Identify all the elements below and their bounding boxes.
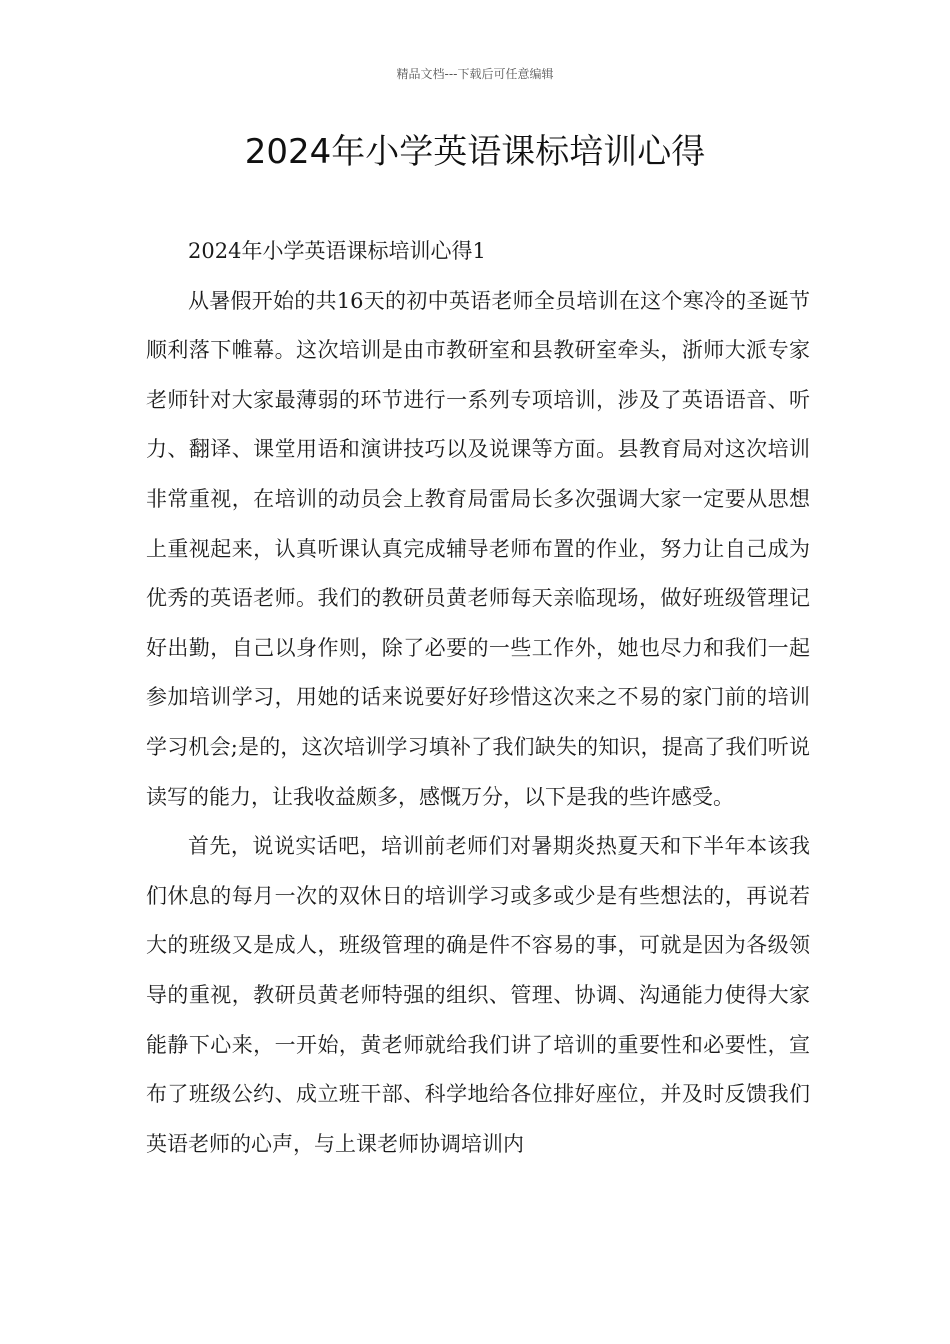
document-subtitle: 2024年小学英语课标培训心得1 (188, 239, 486, 263)
document-title: 2024年小学英语课标培训心得 (244, 132, 706, 172)
paragraph-1: 从暑假开始的共16天的初中英语老师全员培训在这个寒冷的圣诞节顺利落下帷幕。这次培训是由市教研室和县教研室牵头，浙师大派专家老师针对大家最薄弱的环节进行一系列专项培训，涉及了英语语音、听力、翻译、课堂用语和演讲技巧以及说课等方面。县教育局对这次培训非常重视，在培训的动员会上教育局雷局长多次强调大家一定要从思想上重视起来，认真听课认真完成辅导老师布置的作业，努力让自己成为优秀的英语老师。我们的教研员黄老师每天亲临现场，做好班级管理记好出勤，自己以身作则，除了必要的一些工作外，她也尽力和我们一起参加培训学习，用她的话来说要好好珍惜这次来之不易的家门前的培训学习机会;是的，这次培训学习填补了我们缺失的知识，提高了我们听说读写的能力，让我收益颇多，感慨万分，以下是我的些许感受。 (146, 288, 810, 809)
header-note: 精品文档---下载后可任意编辑 (396, 67, 554, 81)
paragraph-2: 首先，说说实话吧，培训前老师们对暑期炎热夏天和下半年本该我们休息的每月一次的双休日的培训学习或多或少是有些想法的，再说若大的班级又是成人，班级管理的确是件不容易的事，可就是因为各级领导的重视，教研员黄老师特强的组织、管理、协调、沟通能力使得大家能静下心来，一开始，黄老师就给我们讲了培训的重要性和必要性，宣布了班级公约、成立班干部、科学地给各位排好座位，并及时反馈我们英语老师的心声，与上课老师协调培训内 (146, 834, 810, 1156)
document-body (146, 227, 810, 1169)
